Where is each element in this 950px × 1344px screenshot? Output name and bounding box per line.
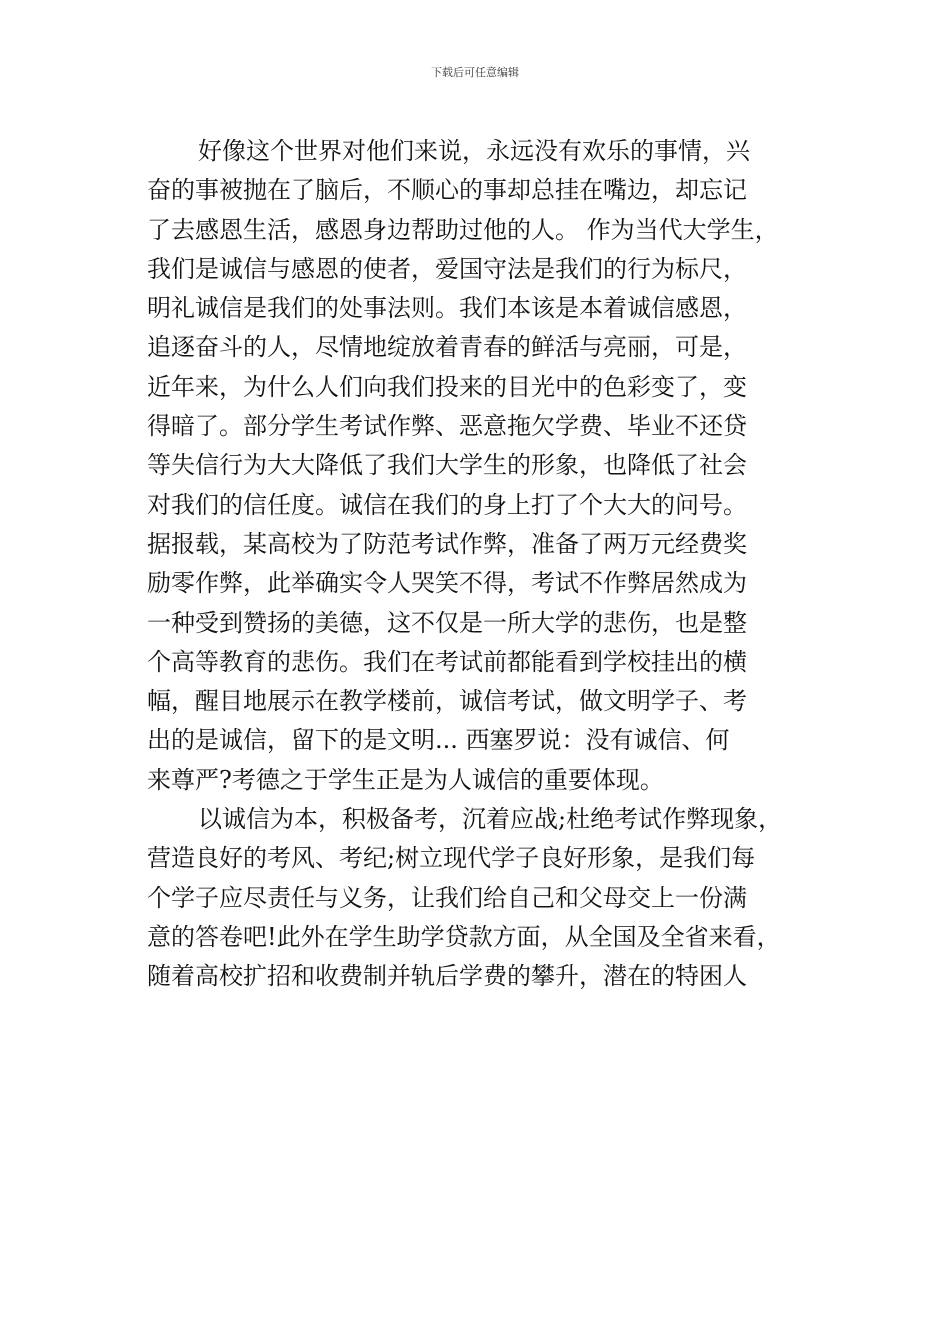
text-line: 励零作弊，此举确实令人哭笑不得，考试不作弊居然成为: [147, 569, 747, 598]
text-line: 据报载，某高校为了防范考试作弊，准备了两万元经费奖: [147, 529, 747, 558]
text-line: 随着高校扩招和收费制并轨后学费的攀升，潜在的特困人: [147, 962, 747, 991]
paragraph: [147, 800, 827, 996]
text-line: 幅，醒目地展示在教学楼前，诚信考试，做文明学子、考: [147, 687, 747, 716]
text-line: 奋的事被抛在了脑后，不顺心的事却总挂在嘴边，却忘记: [147, 176, 747, 205]
text-line: 等失信行为大大降低了我们大学生的形象，也降低了社会: [147, 451, 747, 480]
text-line: 近年来，为什么人们向我们投来的目光中的色彩变了，变: [147, 372, 747, 401]
text-line: 明礼诚信是我们的处事法则。我们本该是本着诚信感恩，: [147, 294, 747, 323]
text-line: 以诚信为本，积极备考，沉着应战;杜绝考试作弊现象，: [198, 805, 783, 834]
page-header: 下载后可任意编辑: [431, 66, 519, 79]
text-line: 出的是诚信，留下的是文明... 西塞罗说：没有诚信、何: [147, 726, 730, 755]
document-body: [147, 132, 827, 997]
text-line: 意的答卷吧!此外在学生助学贷款方面，从全国及全省来看，: [147, 922, 781, 951]
text-line: 我们是诚信与感恩的使者，爱国守法是我们的行为标尺，: [147, 254, 747, 283]
text-line: 得暗了。部分学生考试作弊、恶意拖欠学费、毕业不还贷: [147, 412, 747, 441]
text-line: 了去感恩生活，感恩身边帮助过他的人。 作为当代大学生，: [147, 215, 779, 244]
text-line: 追逐奋斗的人，尽情地绽放着青春的鲜活与亮丽，可是，: [147, 333, 747, 362]
text-line: 个学子应尽责任与义务，让我们给自己和父母交上一份满: [147, 883, 747, 912]
paragraph: [147, 132, 827, 800]
text-line: 好像这个世界对他们来说，永远没有欢乐的事情，兴: [198, 137, 750, 165]
text-line: 来尊严?考德之于学生正是为人诚信的重要体现。: [147, 765, 664, 794]
text-line: 营造良好的考风、考纪;树立现代学子良好形象，是我们每: [147, 844, 756, 873]
text-line: 个高等教育的悲伤。我们在考试前都能看到学校挂出的横: [147, 647, 747, 676]
text-line: 对我们的信任度。诚信在我们的身上打了个大大的问号。: [147, 490, 747, 519]
text-line: 一种受到赞扬的美德，这不仅是一所大学的悲伤，也是整: [147, 608, 747, 637]
